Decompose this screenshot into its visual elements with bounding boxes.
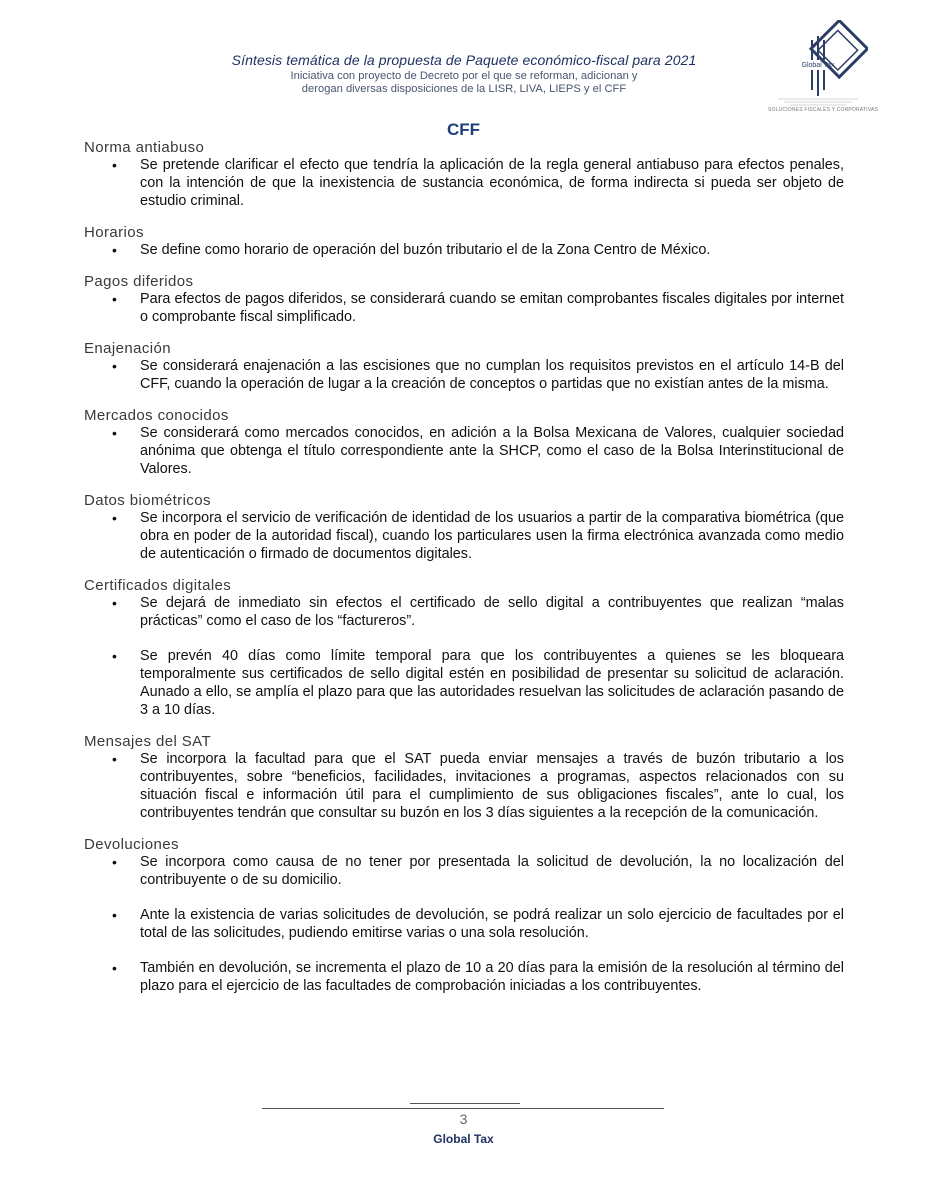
section-heading: Certificados digitales bbox=[84, 577, 232, 594]
section-heading: Mensajes del SAT bbox=[84, 733, 212, 750]
bullet-icon: • bbox=[112, 157, 117, 173]
section-heading: Mercados conocidos bbox=[84, 407, 229, 424]
header-subtitle-line2: derogan diversas disposiciones de la LISR, LIVA, LIEPS y el CFF bbox=[301, 83, 627, 95]
list-item: • Se considerará enajenación a las escisiones que no cumplan los requisitos previstos en el artículo 14-B del CFF, cuando la operación de lugar a la creación de conceptos o partidas que no existían antes de la misma. bbox=[112, 358, 844, 392]
diamond-logo-icon bbox=[768, 20, 879, 120]
section-heading: Datos biométricos bbox=[84, 492, 211, 509]
section-heading: Horarios bbox=[84, 224, 144, 241]
header-title: Síntesis temática de la propuesta de Paquete económico-fiscal para 2021 bbox=[231, 52, 697, 68]
list-item: • Se pretende clarificar el efecto que tendría la aplicación de la regla general antiabuso para efectos penales, con la intención de que la inexistencia de sustancia económica, de forma indirecta si pueda ser objeto de estudio criminal. bbox=[112, 157, 844, 209]
bullet-icon: • bbox=[112, 648, 117, 664]
bullet-icon: • bbox=[112, 425, 117, 441]
section-certificados-digitales bbox=[84, 577, 844, 719]
bullet-icon: • bbox=[112, 242, 117, 258]
header-subtitle-line1: Iniciativa con proyecto de Decreto por el que se reforman, adicionan y bbox=[290, 70, 638, 82]
section-enajenacion bbox=[84, 340, 844, 393]
section-heading: Norma antiabuso bbox=[84, 139, 205, 156]
bullet-icon: • bbox=[112, 960, 117, 976]
logo-text: Global Tax bbox=[801, 62, 835, 69]
section-title: CFF bbox=[446, 120, 481, 139]
list-item: • También en devolución, se incrementa el plazo de 10 a 20 días para la emisión de la resolución al término del plazo para el ejercicio de las facultades de comprobación iniciadas a los contribuyentes. bbox=[112, 960, 844, 994]
logo-caption: SOLUCIONES FISCALES Y CORPORATIVAS bbox=[768, 107, 879, 113]
bullet-icon: • bbox=[112, 751, 117, 767]
document-body bbox=[84, 139, 844, 1009]
section-heading: Devoluciones bbox=[84, 836, 179, 853]
list-item: • Se dejará de inmediato sin efectos el certificado de sello digital a contribuyentes que realizan “malas prácticas” como el caso de los “factureros”. bbox=[112, 595, 844, 629]
section-mercados-conocidos bbox=[84, 407, 844, 478]
list-item: • Se considerará como mercados conocidos, en adición a la Bolsa Mexicana de Valores, cualquier sociedad anónima que obtenga el título correspondiente ante la SHCP, como el caso de la Bolsa Interinstitucional de Valores. bbox=[112, 425, 844, 477]
section-devoluciones bbox=[84, 836, 844, 995]
bullet-icon: • bbox=[112, 854, 117, 870]
bullet-icon: • bbox=[112, 291, 117, 307]
list-item: • Para efectos de pagos diferidos, se considerará cuando se emitan comprobantes fiscales digitales por internet o comprobante fiscal simplificado. bbox=[112, 291, 844, 325]
section-heading: Enajenación bbox=[84, 340, 171, 357]
logo-base-lines bbox=[778, 99, 858, 105]
list-item: • Se incorpora como causa de no tener por presentada la solicitud de devolución, la no localización del contribuyente o de su domicilio. bbox=[112, 854, 844, 888]
bullet-icon: • bbox=[112, 358, 117, 374]
bullet-icon: • bbox=[112, 907, 117, 923]
list-item: • Se define como horario de operación del buzón tributario el de la Zona Centro de México. bbox=[112, 242, 711, 258]
section-mensajes-del-sat bbox=[84, 733, 844, 822]
section-norma-antiabuso bbox=[84, 139, 844, 210]
page-number: 3 bbox=[459, 1111, 468, 1127]
bullet-icon: • bbox=[112, 595, 117, 611]
footer-brand: Global Tax bbox=[433, 1132, 494, 1146]
bullet-icon: • bbox=[112, 510, 117, 526]
section-datos-biometricos bbox=[84, 492, 844, 563]
list-item: • Ante la existencia de varias solicitudes de devolución, se podrá realizar un solo ejercicio de facultades por el total de las solicitudes, pudiendo emitirse varias o una sola resolución. bbox=[112, 907, 844, 941]
list-item: • Se incorpora la facultad para que el SAT pueda enviar mensajes a través de buzón tributario a los contribuyentes, sobre “beneficios, facilidades, invitaciones a programas, aspectos relacionados con su situación fiscal e información útil para el cumplimiento de sus obligaciones fiscales”, ante lo cual, los contribuyentes tendrán que consultar su buzón en los 3 días siguientes a la recepción de la comunicación. bbox=[112, 751, 844, 821]
section-horarios bbox=[84, 224, 844, 259]
list-item: • Se incorpora el servicio de verificación de identidad de los usuarios a partir de la comparativa biométrica (que obra en poder de la autoridad fiscal), cuando los particulares usen la firma electrónica avanzada como medio de autenticación o firmado de documentos digitales. bbox=[112, 510, 844, 562]
footer-rule-short bbox=[410, 1103, 520, 1104]
footer-rule-long bbox=[262, 1108, 664, 1109]
list-item: • Se prevén 40 días como límite temporal para que los contribuyentes a quienes se les bloqueara temporalmente sus certificados de sello digital estén en posibilidad de presentar su solicitud de aclaración. Aunado a ello, se amplía el plazo para que las autoridades resuelvan las solicitudes de aclaración pasando de 3 a 10 días. bbox=[112, 648, 844, 718]
section-heading: Pagos diferidos bbox=[84, 273, 194, 290]
section-pagos-diferidos bbox=[84, 273, 844, 326]
